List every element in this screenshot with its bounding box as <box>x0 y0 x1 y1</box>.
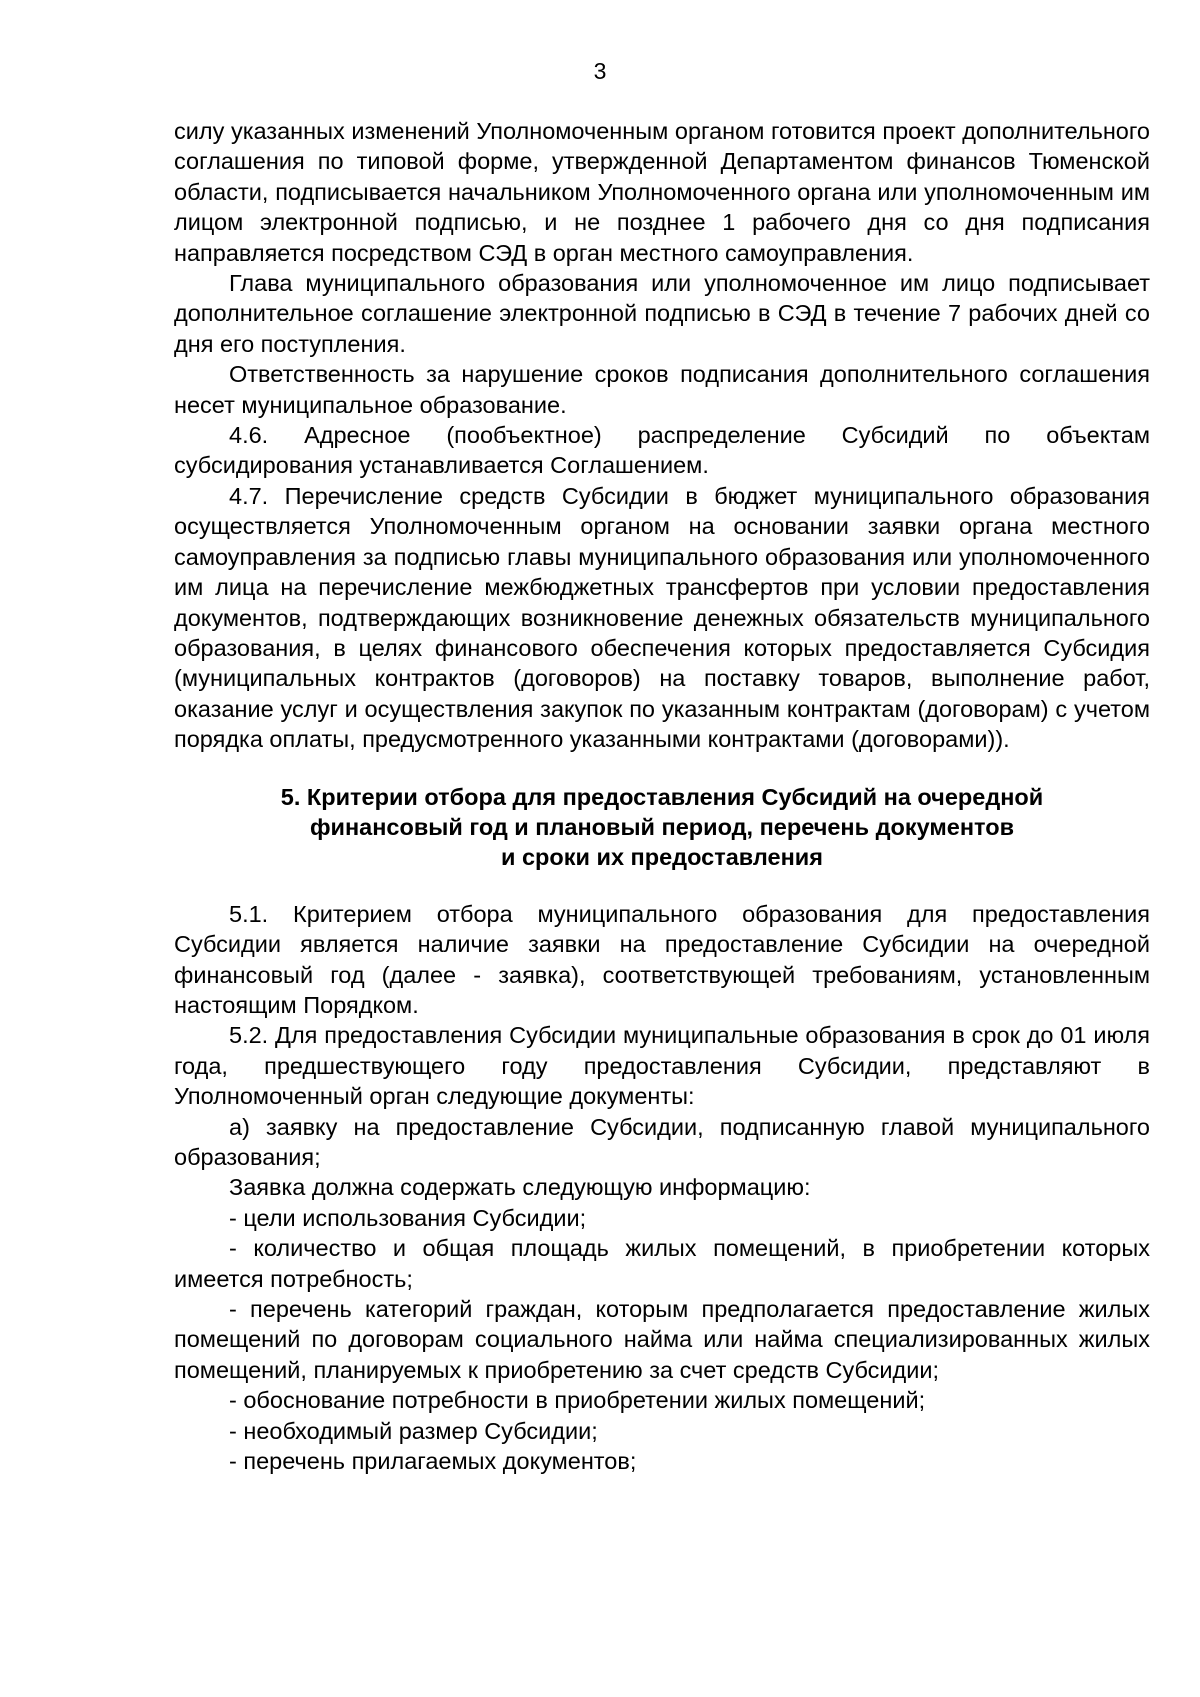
list-item: - перечень категорий граждан, которым предполагается предоставление жилых помещений по договорам социального найма или найма специализированных жилых помещений, планируемых к приобретению за счет средств Субсидии; <box>174 1296 1150 1383</box>
list-item: - обоснование потребности в приобретении жилых помещений; <box>229 1387 926 1414</box>
paragraph-5-2: 5.2. Для предоставления Субсидии муниципальные образования в срок до 01 июля года, предшествующего году предоставления Субсидии, представляют в Уполномоченный орган следующие документы: <box>174 1022 1150 1110</box>
paragraph-application-contents: Заявка должна содержать следующую информацию: <box>229 1174 811 1201</box>
paragraph-item-a: а) заявку на предоставление Субсидии, подписанную главой муниципального образования; <box>174 1113 1150 1170</box>
list-item: - цели использования Субсидии; <box>229 1204 587 1231</box>
heading-line: финансовый год и плановый период, перечень документов <box>309 813 1015 840</box>
list-item: - необходимый размер Субсидии; <box>229 1417 598 1444</box>
paragraph-continuation: силу указанных изменений Уполномоченным органом готовится проект дополнительного соглашения по типовой форме, утвержденной Департаментом финансов Тюменской области, подписывается начальником Уполномоченного органа или уполномоченным им лицом электронной подписью, и не позднее 1 рабочего дня со дня подписания направляется посредством СЭД в орган местного самоуправления. <box>174 118 1150 266</box>
heading-line: 5. Критерии отбора для предоставления Субсидий на очередной <box>280 783 1044 810</box>
list-item: - количество и общая площадь жилых помещений, в приобретении которых имеется потребность; <box>174 1235 1150 1292</box>
document-body <box>174 116 1150 1476</box>
paragraph-5-1: 5.1. Критерием отбора муниципального образования для предоставления Субсидии является наличие заявки на предоставление Субсидии на очередной финансовый год (далее - заявка), соответствующей требованиям, установленным настоящим Порядком. <box>174 900 1150 1018</box>
paragraph-responsibility: Ответственность за нарушение сроков подписания дополнительного соглашения несет муниципальное образование. <box>174 361 1150 418</box>
section-5-heading <box>174 782 1150 873</box>
paragraph-signing: Глава муниципального образования или уполномоченное им лицо подписывает дополнительное соглашение электронной подписью в СЭД в течение 7 рабочих дней со дня его поступления. <box>174 270 1150 357</box>
heading-line: и сроки их предоставления <box>501 844 823 871</box>
paragraph-4-6: 4.6. Адресное (пообъектное) распределение Субсидий по объектам субсидирования устанавливается Соглашением. <box>174 422 1150 479</box>
page-number: 3 <box>593 58 607 84</box>
list-item: - перечень прилагаемых документов; <box>229 1448 637 1475</box>
paragraph-4-7: 4.7. Перечисление средств Субсидии в бюджет муниципального образования осуществляется Уполномоченным органом на основании заявки органа местного самоуправления за подписью главы муниципального образования или уполномоченного им лица на перечисление межбюджетных трансфертов при условии предоставления документов, подтверждающих возникновение денежных обязательств муниципального образования, в целях финансового обеспечения которых предоставляется Субсидия (муниципальных контрактов (договоров) на поставку товаров, выполнение работ, оказание услуг и осуществления закупок по указанным контрактам (договорам) с учетом порядка оплаты, предусмотренного указанными контрактами (договорами)). <box>174 482 1150 753</box>
